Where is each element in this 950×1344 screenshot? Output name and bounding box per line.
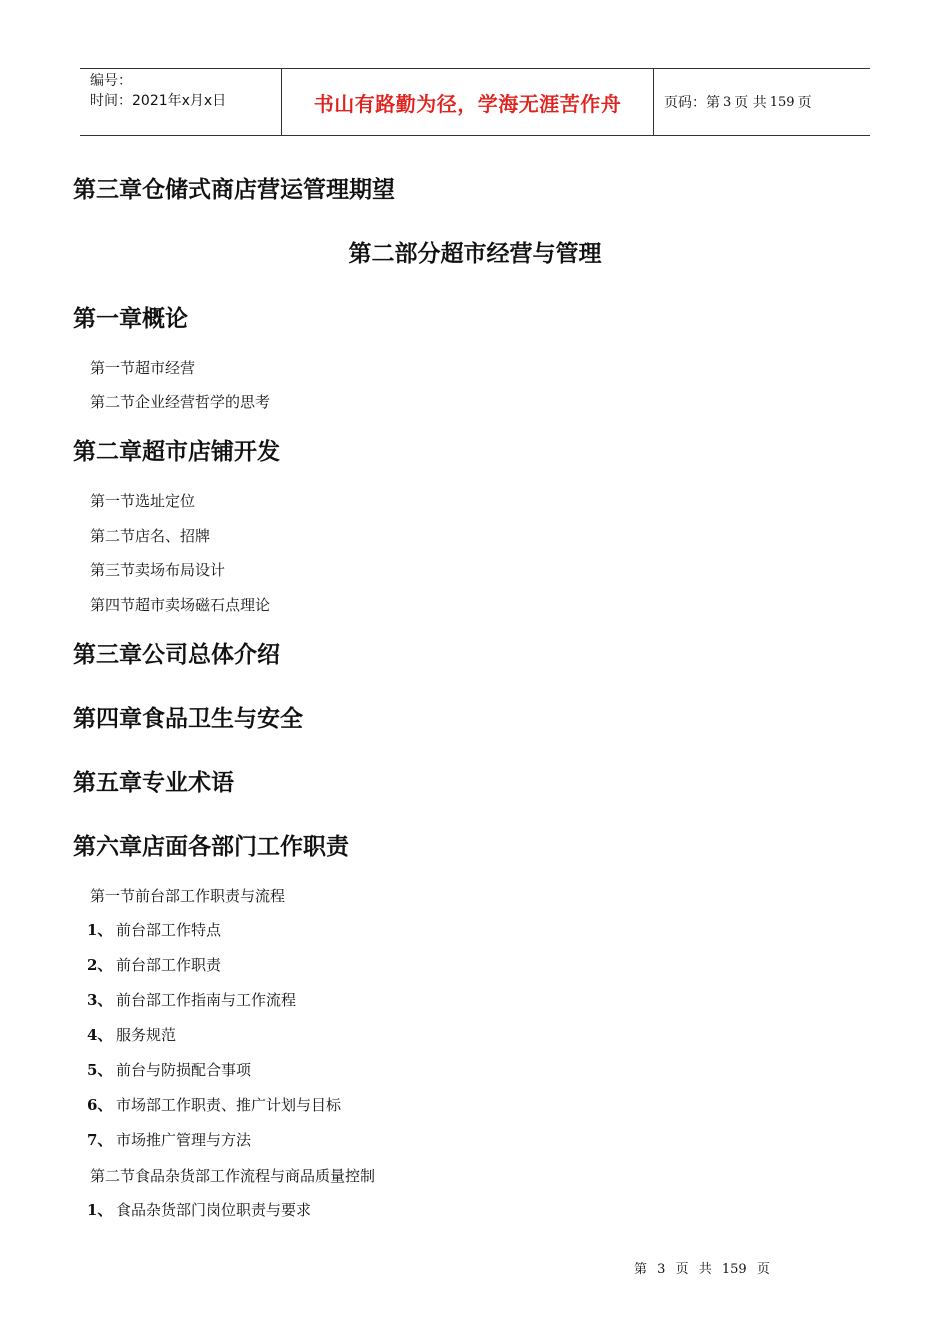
- section-heading: 第二节企业经营哲学的思考: [90, 393, 271, 411]
- footer-mid1: 页: [675, 1262, 689, 1277]
- item-text: 前台部工作特点: [116, 921, 222, 939]
- footer-suffix: 页: [756, 1262, 770, 1277]
- item-text: 市场部工作职责、推广计划与目标: [116, 1096, 342, 1114]
- list-item: [87, 1129, 251, 1150]
- item-text: 前台部工作职责: [116, 956, 222, 974]
- section-heading: 第二节店名、招牌: [90, 527, 211, 545]
- item-number: 3、: [87, 991, 113, 1009]
- item-text: 市场推广管理与方法: [116, 1131, 252, 1149]
- page-prefix: 页码：第: [664, 95, 720, 111]
- item-number: 6、: [87, 1096, 113, 1114]
- chapter-heading: 第二章超市店铺开发: [73, 439, 280, 465]
- footer-total-pages: 159: [721, 1262, 747, 1277]
- chapter-heading: 第一章概论: [73, 306, 188, 332]
- section-heading: 第三节卖场布局设计: [90, 561, 226, 579]
- section-heading: 第一节前台部工作职责与流程: [90, 887, 286, 905]
- item-number: 5、: [87, 1061, 113, 1079]
- section-heading: 第四节超市卖场磁石点理论: [90, 596, 271, 614]
- header-motto: 书山有路勤为径，学海无涯苦作舟: [281, 69, 654, 135]
- item-number: 1、: [87, 1201, 113, 1219]
- item-number: 1、: [87, 921, 113, 939]
- item-text: 前台与防损配合事项: [116, 1061, 252, 1079]
- item-number: 2、: [87, 956, 113, 974]
- chapter-heading: 第三章仓储式商店营运管理期望: [73, 177, 395, 203]
- item-text: 前台部工作指南与工作流程: [116, 991, 297, 1009]
- item-number: 7、: [87, 1131, 113, 1149]
- list-item: [87, 1024, 176, 1045]
- chapter-heading: 第四章食品卫生与安全: [73, 706, 303, 732]
- part-heading: 第二部分超市经营与管理: [348, 241, 602, 267]
- header-meta: [80, 69, 281, 135]
- list-item: [87, 1199, 311, 1220]
- item-text: 服务规范: [116, 1026, 177, 1044]
- page-total: 159: [769, 94, 795, 110]
- list-item: [87, 1094, 341, 1115]
- chapter-heading: 第五章专业术语: [73, 770, 234, 796]
- page-suffix: 页: [797, 95, 812, 111]
- footer-prefix: 第: [634, 1262, 648, 1277]
- list-item: [87, 989, 296, 1010]
- list-item: [87, 1059, 251, 1080]
- document-header: [80, 68, 870, 136]
- document-number-label: 编号：: [90, 73, 132, 89]
- item-number: 4、: [87, 1026, 113, 1044]
- page-mid: 页 共: [734, 95, 767, 111]
- section-heading: 第一节选址定位: [90, 492, 196, 510]
- footer-mid2: 共: [698, 1262, 712, 1277]
- page-footer: [634, 1258, 776, 1277]
- footer-current-page: 3: [657, 1262, 666, 1277]
- list-item: [87, 954, 221, 975]
- section-heading: 第一节超市经营: [90, 359, 196, 377]
- chapter-heading: 第六章店面各部门工作职责: [73, 834, 349, 860]
- section-heading: 第二节食品杂货部工作流程与商品质量控制: [90, 1167, 376, 1185]
- page-current: 3: [723, 94, 732, 110]
- chapter-heading: 第三章公司总体介绍: [73, 642, 280, 668]
- header-page-info: [654, 69, 870, 135]
- document-time: 时间：2021年x月x日: [90, 93, 227, 109]
- list-item: [87, 919, 221, 940]
- item-text: 食品杂货部门岗位职责与要求: [116, 1201, 312, 1219]
